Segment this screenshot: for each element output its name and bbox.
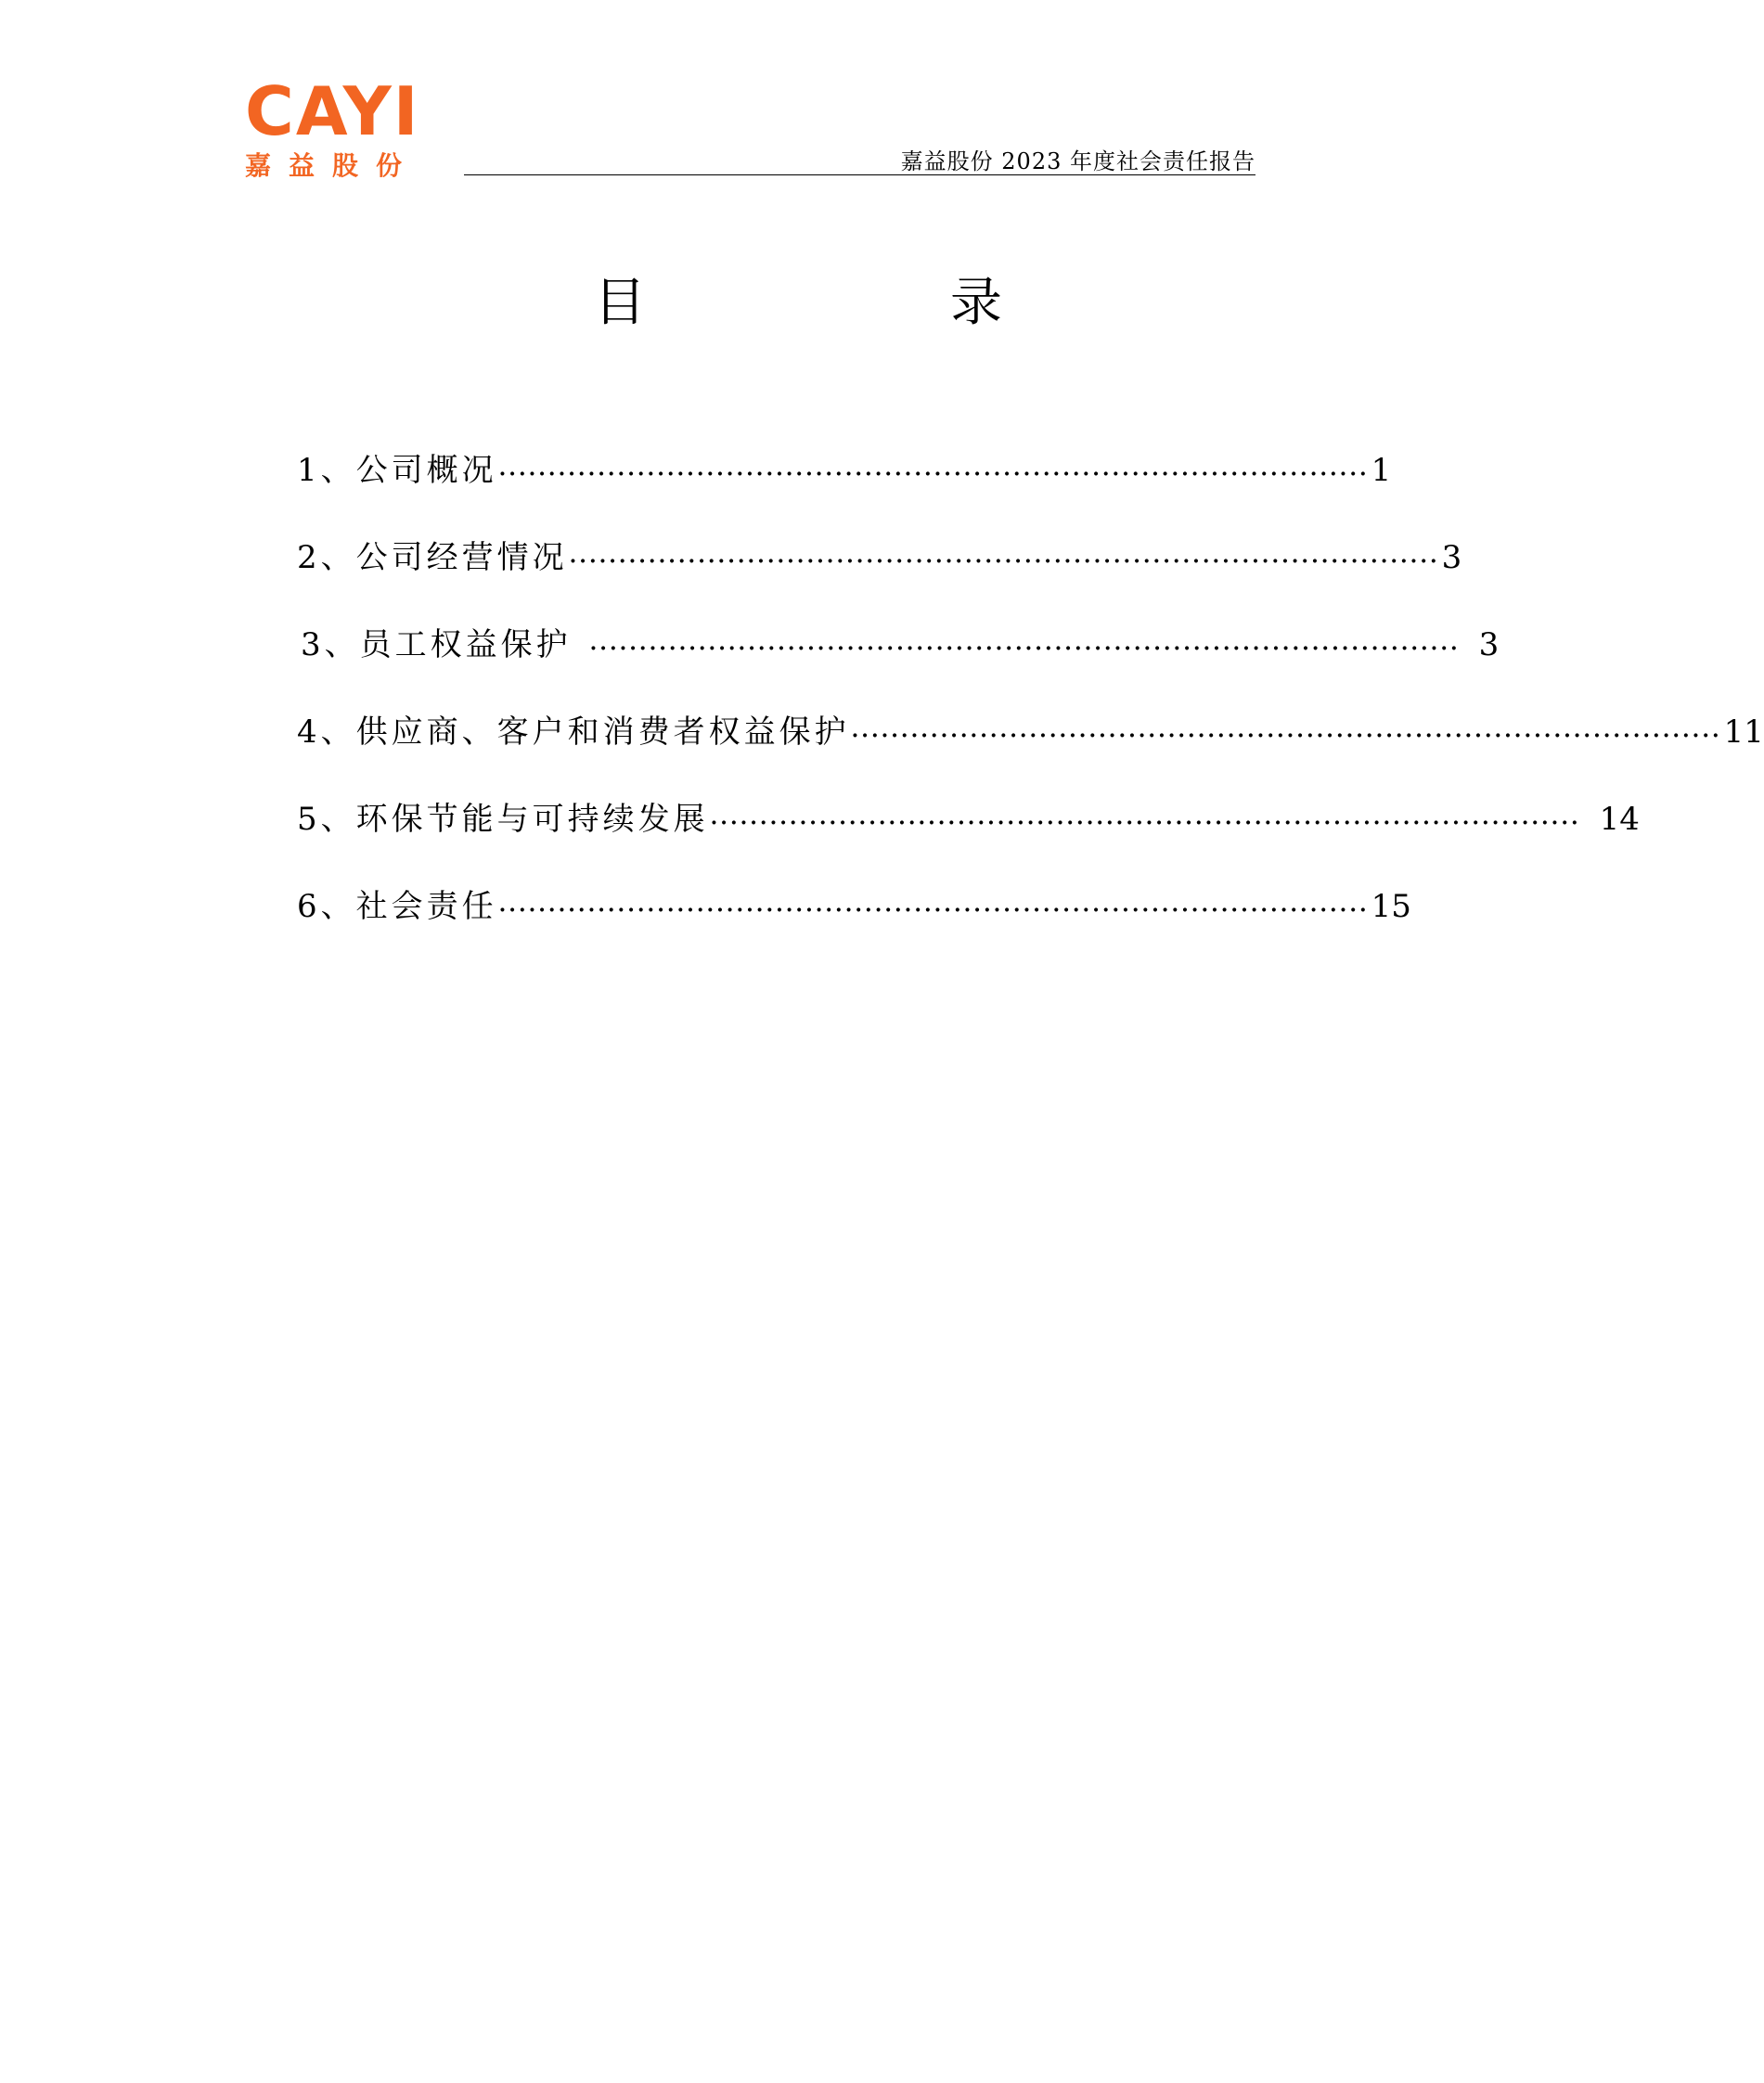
toc-leader-dots: ························································································: [498, 462, 1370, 486]
toc-entry-page: 3: [1441, 539, 1462, 576]
toc-entry[interactable]: [301, 624, 1500, 670]
logo-chinese-text: 嘉益股份: [245, 150, 420, 181]
toc-entry-label: 4、供应商、客户和消费者权益保护: [297, 714, 850, 751]
toc-leader-dots: ························································································: [851, 724, 1722, 748]
toc-entry-label: 3、员工权益保护: [301, 626, 572, 663]
toc-entry-page: 1: [1371, 452, 1392, 489]
logo-english-text: CAYI: [245, 72, 420, 150]
toc-heading-left: 目: [594, 273, 646, 333]
report-header-title: 嘉益股份 2023 年度社会责任报告: [900, 148, 1255, 174]
toc-entry[interactable]: [297, 798, 1640, 844]
toc-entry-page: 3: [1478, 626, 1500, 663]
toc-entry-page: 14: [1599, 801, 1640, 838]
toc-entry-label: 2、公司经营情况: [297, 539, 568, 576]
toc-entry-page: 15: [1371, 888, 1411, 925]
toc-entry-label: 5、环保节能与可持续发展: [297, 801, 709, 838]
toc-entry-page: 11: [1723, 714, 1764, 751]
toc-leader-dots: ························································································: [498, 898, 1370, 922]
toc-entry-label: 6、社会责任: [297, 888, 497, 925]
toc-leader-dots: ························································································: [589, 636, 1461, 661]
toc-heading-right: 录: [950, 273, 1002, 333]
toc-leader-dots: ························································································: [710, 811, 1581, 835]
toc-heading: [594, 271, 1002, 336]
toc-entry[interactable]: [297, 536, 1462, 583]
toc-entry[interactable]: [297, 885, 1411, 932]
toc-leader-dots: ························································································: [569, 549, 1440, 573]
toc-entry[interactable]: [297, 711, 1764, 757]
toc-entry[interactable]: [297, 449, 1392, 495]
toc-entry-label: 1、公司概况: [297, 452, 497, 489]
header-divider: [464, 174, 1255, 175]
company-logo: [245, 72, 431, 182]
